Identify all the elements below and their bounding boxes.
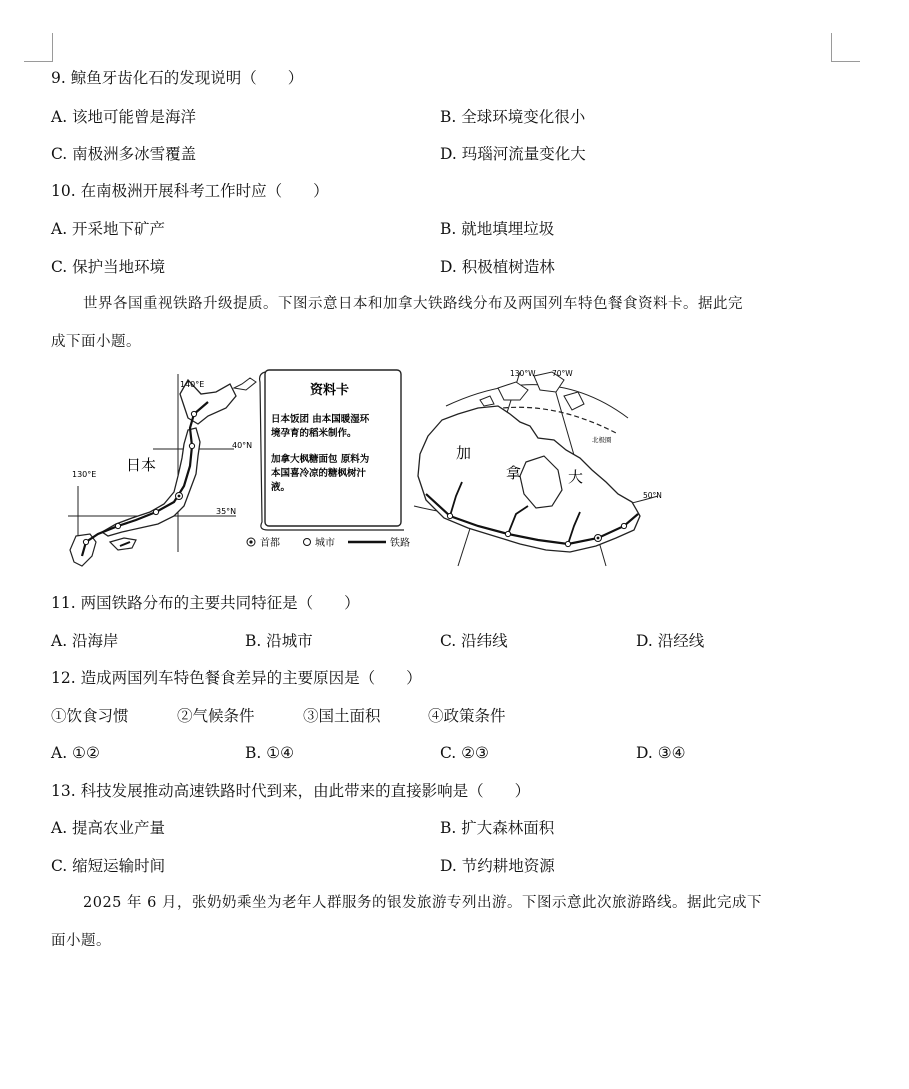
canada-city [505, 531, 510, 536]
canada-label-arctic-circle: 北极圈 [592, 436, 612, 444]
question-12-item-3: ③国土面积 [303, 707, 381, 725]
japan-capital-dot [178, 495, 181, 498]
intro-paragraph-travel [51, 884, 831, 960]
intro-travel-line-1: 2025 年 6 月，张奶奶乘坐为老年人群服务的银发旅游专列出游。下图示意此次旅游路线。据此完成下 [83, 895, 762, 911]
canada-label-130w: 130°W [510, 369, 536, 378]
question-12-option-d: D. ③④ [636, 744, 686, 762]
canada-label-char-1: 加 [456, 444, 472, 462]
japan-label-140e: 140°E [180, 380, 205, 389]
legend-capital-label: 首都 [260, 538, 280, 549]
question-9-option-b: B. 全球环境变化很小 [440, 108, 586, 126]
question-10-stem: 10. 在南极洲开展科考工作时应（ ） [51, 182, 329, 200]
japan-country-label: 日本 [126, 456, 157, 474]
japan-label-40n: 40°N [232, 441, 253, 450]
card-text-line-3: 加拿大枫糖面包 原料为 [271, 454, 370, 465]
japan-city [115, 523, 120, 528]
legend-railway-label: 铁路 [390, 538, 410, 549]
resource-card [260, 370, 404, 530]
question-11-option-a: A. 沿海岸 [51, 632, 119, 650]
japan-city [191, 411, 196, 416]
canada-capital-dot [597, 537, 600, 540]
intro-railway-line-2: 成下面小题。 [51, 334, 141, 350]
intro-railway-line-1: 世界各国重视铁路升级提质。下图示意日本和加拿大铁路线分布及两国列车特色餐食资料卡。据此完 [83, 296, 743, 312]
question-10-option-d: D. 积极植树造林 [440, 258, 555, 276]
card-title: 资料卡 [310, 383, 350, 398]
card-text-line-4: 本国喜冷凉的糖枫树汁 [271, 468, 367, 479]
page-corner-mark-right [831, 33, 860, 62]
question-12-item-4: ④政策条件 [428, 707, 506, 725]
intro-paragraph-railway [51, 285, 831, 361]
question-11-option-c: C. 沿纬线 [440, 632, 508, 650]
arctic-island [564, 392, 584, 410]
question-10-option-c: C. 保护当地环境 [51, 258, 166, 276]
card-text-line-2: 境孕育的稻米制作。 [271, 428, 357, 439]
map-legend [247, 536, 410, 549]
question-12-option-b: B. ①④ [245, 744, 295, 762]
question-12-item-1: ①饮食习惯 [51, 707, 129, 725]
question-9-option-a: A. 该地可能曾是海洋 [51, 108, 197, 126]
canada-label-char-2: 拿 [506, 464, 522, 482]
question-10-option-a: A. 开采地下矿产 [51, 220, 166, 238]
canada-label-char-3: 大 [568, 468, 584, 486]
question-12-stem: 12. 造成两国列车特色餐食差异的主要原因是（ ） [51, 669, 422, 687]
page-corner-mark-left [24, 33, 53, 62]
canada-city [565, 541, 570, 546]
question-12-item-2: ②气候条件 [177, 707, 255, 725]
canada-city [447, 513, 452, 518]
canada-map [414, 369, 662, 566]
card-text-line-1: 日本饭团 由本国暖湿环 [271, 414, 370, 425]
railway-figure [58, 366, 670, 578]
japan-city [153, 509, 158, 514]
card-text-line-5: 液。 [271, 482, 291, 493]
question-11-option-d: D. 沿经线 [636, 632, 705, 650]
arctic-island [480, 396, 494, 406]
question-13-option-c: C. 缩短运输时间 [51, 857, 166, 875]
question-13-option-b: B. 扩大森林面积 [440, 819, 555, 837]
question-13-stem: 13. 科技发展推动高速铁路时代到来，由此带来的直接影响是（ ） [51, 782, 531, 800]
japan-label-35n: 35°N [216, 507, 237, 516]
japan-city [189, 443, 194, 448]
northern-islands [234, 378, 256, 390]
canada-label-70w: 70°W [552, 369, 573, 378]
question-10-option-b: B. 就地填埋垃圾 [440, 220, 555, 238]
question-12-option-c: C. ②③ [440, 744, 489, 762]
legend-city-label: 城市 [315, 538, 335, 549]
question-9-option-c: C. 南极洲多冰雪覆盖 [51, 145, 197, 163]
question-9-stem: 9. 鲸鱼牙齿化石的发现说明（ ） [51, 69, 304, 87]
intro-travel-line-2: 面小题。 [51, 933, 111, 949]
legend-city-symbol [304, 539, 311, 546]
question-9-option-d: D. 玛瑙河流量变化大 [440, 145, 586, 163]
question-11-option-b: B. 沿城市 [245, 632, 313, 650]
japan-city [83, 539, 88, 544]
question-12-option-a: A. ①② [51, 744, 100, 762]
japan-label-130e: 130°E [72, 470, 97, 479]
canada-city [621, 523, 626, 528]
question-13-option-d: D. 节约耕地资源 [440, 857, 555, 875]
question-13-option-a: A. 提高农业产量 [51, 819, 166, 837]
japan-map [68, 374, 256, 566]
question-11-stem: 11. 两国铁路分布的主要共同特征是（ ） [51, 594, 360, 612]
canada-label-50n: 50°N [643, 491, 662, 500]
legend-capital-dot [249, 540, 252, 543]
